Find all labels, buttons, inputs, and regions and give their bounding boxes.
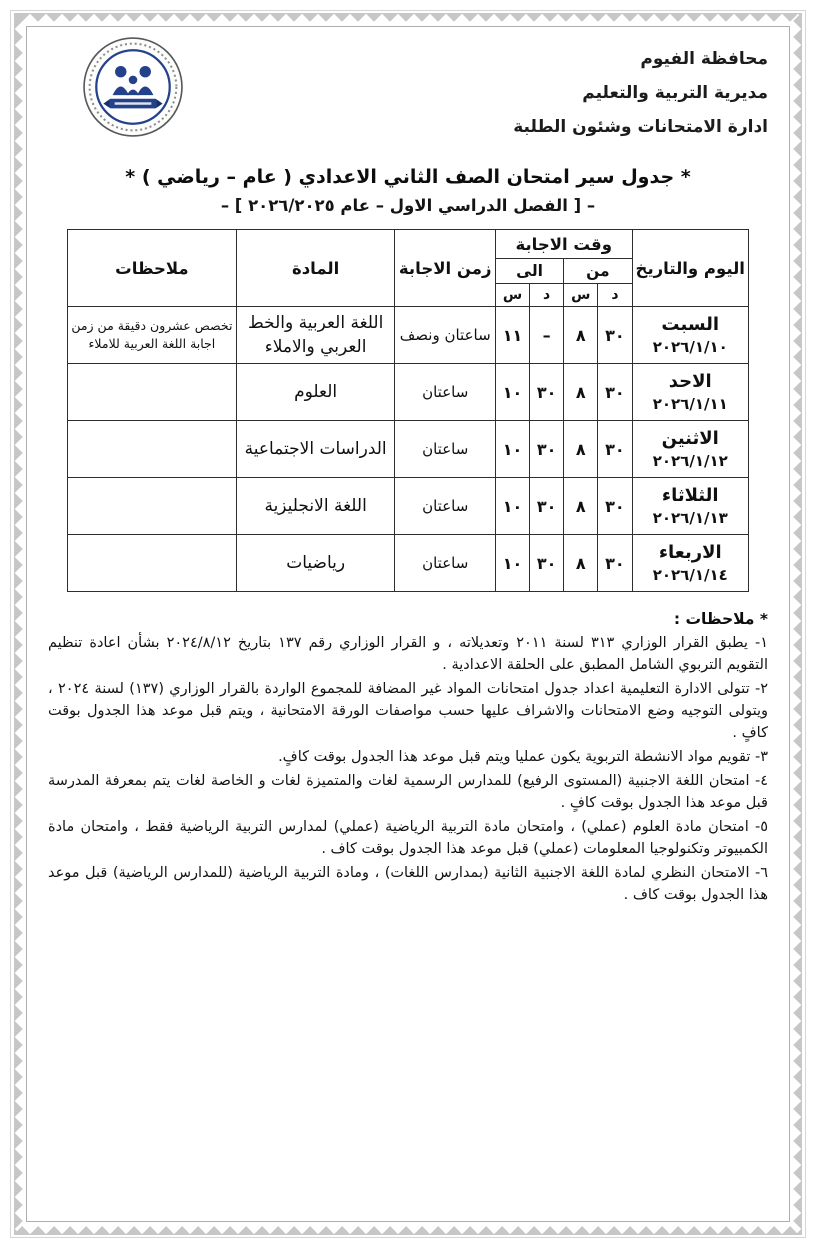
letterhead <box>44 36 772 164</box>
col-header-notes: ملاحظات <box>68 230 237 307</box>
from-minutes-cell: ٣٠ <box>598 364 632 421</box>
note-cell <box>68 421 237 478</box>
border-zigzag-right <box>793 13 802 1235</box>
from-hours-cell: ٨ <box>564 364 598 421</box>
note-cell: تخصص عشرون دقيقة من زمن اجابة اللغة العربية للاملاء <box>68 307 237 364</box>
note-item-6: ٦- الامتحان النظري لمادة اللغة الاجنبية الثانية (بمدارس اللغات) ، ومادة التربية الرياضية (للمدارس الرياضية) قبل موعد هذا الجدول بوقت كاف . <box>48 865 768 903</box>
table-row <box>68 478 749 535</box>
to-hours-cell: ١١ <box>495 307 529 364</box>
to-hours-cell: ١٠ <box>495 478 529 535</box>
day-date: ٢٠٢٦/١/١٤ <box>652 566 728 584</box>
org-header <box>513 42 768 144</box>
from-minutes-cell: ٣٠ <box>598 535 632 592</box>
day-date: ٢٠٢٦/١/١١ <box>652 395 728 413</box>
col-header-to: الى <box>495 259 563 284</box>
duration-cell: ساعتان <box>395 535 495 592</box>
to-minutes-cell: ٣٠ <box>530 478 564 535</box>
from-minutes-cell: ٣٠ <box>598 307 632 364</box>
from-minutes-cell: ٣٠ <box>598 478 632 535</box>
duration-cell: ساعتان <box>395 478 495 535</box>
duration-cell: ساعتان ونصف <box>395 307 495 364</box>
from-minutes-cell: ٣٠ <box>598 421 632 478</box>
page-content <box>44 36 772 1212</box>
duration-cell: ساعتان <box>395 364 495 421</box>
table-row <box>68 307 749 364</box>
table-row <box>68 535 749 592</box>
notes-section <box>48 610 768 906</box>
from-hours-cell: ٨ <box>564 421 598 478</box>
to-minutes-cell: ٣٠ <box>530 421 564 478</box>
to-hours-cell: ١٠ <box>495 364 529 421</box>
note-item-2: ٢- تتولى الادارة التعليمية اعداد جدول امتحانات المواد غير المضافة للمجموع الواردة بالقرار الوزاري (١٣٧) لسنة ٢٠٢٤ ، ويتولى التوجيه وضع الامتحانات والاشراف عليها حسب مواصفات الورقة الامتحانية ، ويتم قبل موعد هذا الجدول بوقت كافٍ . <box>48 681 768 741</box>
subject-cell: الدراسات الاجتماعية <box>236 421 395 478</box>
note-cell <box>68 478 237 535</box>
from-hours-cell: ٨ <box>564 535 598 592</box>
day-name: الاحد <box>668 371 712 392</box>
day-date-cell <box>632 535 749 592</box>
emblem-icon <box>82 36 184 138</box>
table-row <box>68 421 749 478</box>
subject-cell: العلوم <box>236 364 395 421</box>
subject-cell: اللغة العربية والخط العربي والاملاء <box>236 307 395 364</box>
day-date: ٢٠٢٦/١/١٠ <box>652 338 728 356</box>
to-minutes-cell: ٣٠ <box>530 535 564 592</box>
day-date: ٢٠٢٦/١/١٣ <box>652 509 728 527</box>
col-header-to-minutes: د <box>530 284 564 307</box>
semester-subtitle: – [ الفصل الدراسي الاول – عام ٢٠٢٦/٢٠٢٥ ] – <box>220 196 596 215</box>
note-item-4: ٤- امتحان اللغة الاجنبية (المستوى الرفيع) للمدارس الرسمية لغات والمتميزة لغات و الخاصة لغات يتم بمعرفة المدرسة قبل موعد هذا الجدول بوقت كافٍ . <box>48 773 768 811</box>
col-header-subject: المادة <box>236 230 395 307</box>
day-date-cell <box>632 478 749 535</box>
note-item-5: ٥- امتحان مادة العلوم (عملي) ، وامتحان مادة التربية الرياضية (عملي) لمدارس التربية الرياضية فقط ، وامتحان مادة الكمبيوتر وتكنولوجيا المعلومات (عملي) قبل موعد هذا الجدول بوقت كاف . <box>48 819 768 857</box>
org-directorate: مديرية التربية والتعليم <box>582 83 768 103</box>
from-hours-cell: ٨ <box>564 478 598 535</box>
day-date: ٢٠٢٦/١/١٢ <box>652 452 728 470</box>
table-row <box>68 364 749 421</box>
day-name: السبت <box>661 314 720 335</box>
exam-schedule-table <box>67 229 749 592</box>
day-name: الثلاثاء <box>661 485 719 506</box>
notes-heading: * ملاحظات : <box>673 610 768 628</box>
from-hours-cell: ٨ <box>564 307 598 364</box>
exam-schedule-title: * جدول سير امتحان الصف الثاني الاعدادي ( عام – رياضي ) * <box>125 166 691 188</box>
note-cell <box>68 364 237 421</box>
to-minutes-cell: ٣٠ <box>530 364 564 421</box>
to-hours-cell: ١٠ <box>495 535 529 592</box>
border-zigzag-bottom <box>14 1226 802 1235</box>
day-name: الاربعاء <box>658 542 722 563</box>
col-header-to-hours: س <box>495 284 529 307</box>
border-zigzag-top <box>14 13 802 22</box>
col-header-from-hours: س <box>564 284 598 307</box>
to-minutes-cell: – <box>530 307 564 364</box>
note-item-1: ١- يطبق القرار الوزاري ٣١٣ لسنة ٢٠١١ وتعديلاته ، و القرار الوزاري رقم ١٣٧ بتاريخ ٢٠٢٤/٨/١٢ بشأن اعادة تنظيم التقويم التربوي الشامل المطبق على الحلقة الاعدادية . <box>48 635 768 673</box>
col-header-answer-time: وقت الاجابة <box>495 230 632 259</box>
col-header-day-date: اليوم والتاريخ <box>632 230 749 307</box>
note-cell <box>68 535 237 592</box>
day-date-cell <box>632 307 749 364</box>
day-date-cell <box>632 364 749 421</box>
day-name: الاثنين <box>661 428 719 449</box>
col-header-duration: زمن الاجابة <box>395 230 495 307</box>
col-header-from: من <box>564 259 632 284</box>
to-hours-cell: ١٠ <box>495 421 529 478</box>
education-directorate-emblem-logo <box>82 36 184 138</box>
day-date-cell <box>632 421 749 478</box>
org-exams-administration: ادارة الامتحانات وشئون الطلبة <box>513 117 768 137</box>
duration-cell: ساعتان <box>395 421 495 478</box>
col-header-from-minutes: د <box>598 284 632 307</box>
note-item-3: ٣- تقويم مواد الانشطة التربوية يكون عمليا ويتم قبل موعد هذا الجدول بوقت كافٍ. <box>278 749 768 765</box>
subject-cell: رياضيات <box>236 535 395 592</box>
org-governorate: محافظة الفيوم <box>640 49 768 69</box>
subject-cell: اللغة الانجليزية <box>236 478 395 535</box>
border-zigzag-left <box>14 13 23 1235</box>
